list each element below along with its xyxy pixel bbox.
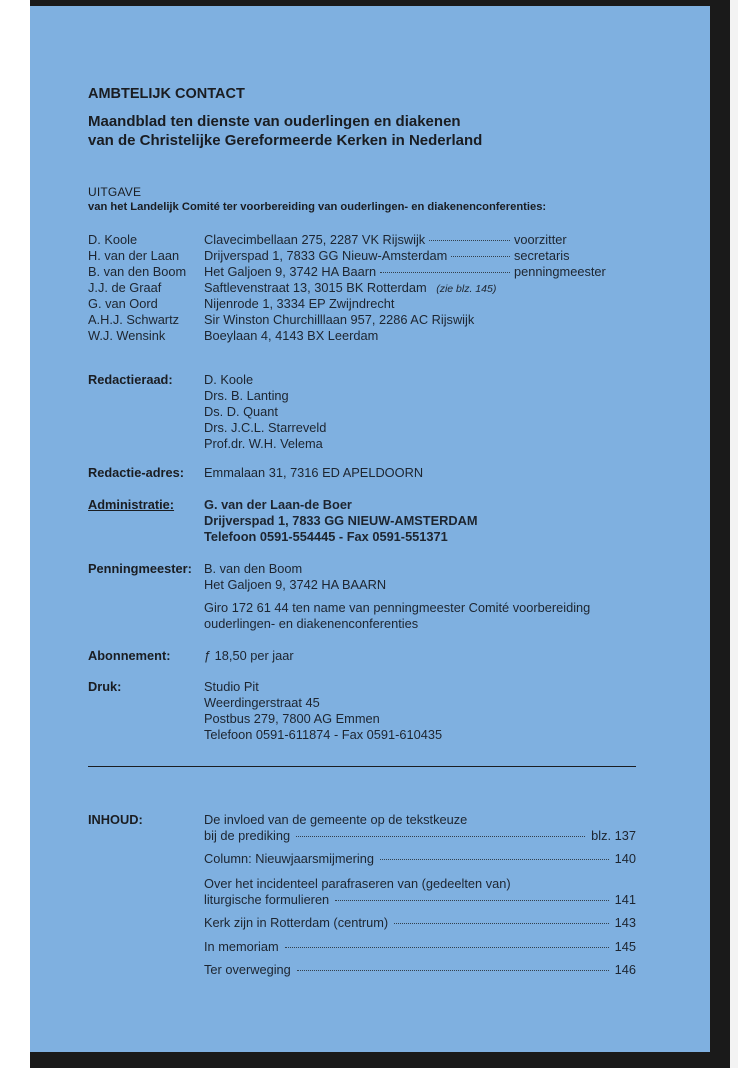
toc-title: liturgische formulieren	[204, 892, 330, 907]
magazine-subtitle-line1: Maandblad ten dienste van ouderlingen en diakenen	[88, 113, 461, 130]
magazine-subtitle-line2: van de Christelijke Gereformeerde Kerken in Nederland	[88, 132, 483, 149]
section-divider	[88, 766, 636, 767]
committee-address: Clavecimbellaan 275, 2287 VK Rijswijk	[204, 232, 426, 247]
toc-entry	[204, 828, 636, 843]
committee-address: Sir Winston Churchilllaan 957, 2286 AC Rijswijk	[204, 312, 475, 327]
abonnement-label: Abonnement:	[88, 648, 171, 663]
abonnement-value: ƒ 18,50 per jaar	[204, 648, 294, 663]
administratie-address: Drijverspad 1, 7833 GG NIEUW-AMSTERDAM	[204, 513, 478, 528]
toc-title: In memoriam	[204, 939, 279, 954]
penningmeester-address: Het Galjoen 9, 3742 HA BAARN	[204, 577, 387, 592]
leader-dots	[335, 900, 608, 901]
committee-row	[204, 264, 618, 279]
toc-entry-line1: De invloed van de gemeente op de tekstkeuze	[204, 812, 468, 827]
toc-entry-line1: Over het incidenteel parafraseren van (gedeelten van)	[204, 876, 511, 891]
committee-role: voorzitter	[514, 232, 567, 247]
toc-page: 145	[614, 939, 636, 954]
committee-address: Drijverspad 1, 7833 GG Nieuw-Amsterdam	[204, 248, 448, 263]
toc-page: 140	[614, 851, 636, 866]
committee-name: D. Koole	[88, 232, 138, 247]
toc-entry	[204, 962, 636, 977]
committee-name: A.H.J. Schwartz	[88, 312, 180, 327]
committee-name: B. van den Boom	[88, 264, 187, 279]
leader-dots	[394, 923, 608, 924]
scan-edge-right-margin	[730, 0, 738, 1068]
druk-label: Druk:	[88, 679, 122, 694]
administratie-name: G. van der Laan-de Boer	[204, 497, 352, 512]
redactieraad-member: Drs. B. Lanting	[204, 388, 289, 403]
druk-line: Telefoon 0591-611874 - Fax 0591-610435	[204, 727, 443, 742]
redactieraad-member: D. Koole	[204, 372, 254, 387]
redactieraad-label: Redactieraad:	[88, 372, 173, 387]
administratie-phone: Telefoon 0591-554445 - Fax 0591-551371	[204, 529, 448, 544]
uitgave-line: van het Landelijk Comité ter voorbereiding van ouderlingen- en diakenenconferenties:	[88, 201, 547, 213]
committee-address-row	[204, 280, 496, 297]
committee-name: H. van der Laan	[88, 248, 180, 263]
druk-line: Weerdingerstraat 45	[204, 695, 320, 710]
redactieraad-member: Drs. J.C.L. Starreveld	[204, 420, 327, 435]
toc-title: Ter overweging	[204, 962, 291, 977]
committee-address: Saftlevenstraat 13, 3015 BK Rotterdam	[204, 280, 427, 295]
inhoud-label: INHOUD:	[88, 812, 143, 827]
toc-title: bij de prediking	[204, 828, 291, 843]
toc-page: blz. 137	[591, 828, 636, 843]
committee-role: secretaris	[514, 248, 570, 263]
toc-entry	[204, 851, 636, 866]
committee-row	[204, 232, 618, 247]
committee-row	[204, 248, 618, 263]
toc-entry	[204, 915, 636, 930]
uitgave-label: UITGAVE	[88, 185, 142, 199]
leader-dots	[380, 859, 609, 860]
druk-line: Studio Pit	[204, 679, 259, 694]
penningmeester-name: B. van den Boom	[204, 561, 303, 576]
toc-page: 141	[614, 892, 636, 907]
magazine-title: AMBTELIJK CONTACT	[88, 86, 245, 102]
committee-address: Boeylaan 4, 4143 BX Leerdam	[204, 328, 379, 343]
redactie-adres-label: Redactie-adres:	[88, 465, 185, 480]
administratie-label: Administratie:	[88, 497, 175, 512]
committee-name: J.J. de Graaf	[88, 280, 162, 295]
druk-line: Postbus 279, 7800 AG Emmen	[204, 711, 380, 726]
leader-dots	[451, 256, 510, 257]
leader-dots	[285, 947, 609, 948]
redactieraad-member: Ds. D. Quant	[204, 404, 278, 419]
toc-entry	[204, 939, 636, 954]
giro-line1: Giro 172 61 44 ten name van penningmeester Comité voorbereiding	[204, 600, 591, 615]
toc-entry	[204, 892, 636, 907]
committee-address: Het Galjoen 9, 3742 HA Baarn	[204, 264, 377, 279]
scan-edge-bottom	[30, 1052, 722, 1068]
toc-title: Column: Nieuwjaarsmijmering	[204, 851, 374, 866]
redactie-adres-value: Emmalaan 31, 7316 ED APELDOORN	[204, 465, 424, 480]
toc-page: 146	[614, 962, 636, 977]
leader-dots	[297, 970, 609, 971]
committee-name: G. van Oord	[88, 296, 158, 311]
colophon-page	[30, 6, 710, 1052]
leader-dots	[429, 240, 510, 241]
redactieraad-member: Prof.dr. W.H. Velema	[204, 436, 323, 451]
committee-role: penningmeester	[514, 264, 606, 279]
leader-dots	[296, 836, 585, 837]
scan-edge-right	[710, 0, 730, 1068]
committee-note: (zie blz. 145)	[436, 283, 497, 295]
leader-dots	[380, 272, 510, 273]
penningmeester-label: Penningmeester:	[88, 561, 192, 576]
toc-page: 143	[614, 915, 636, 930]
committee-address: Nijenrode 1, 3334 EP Zwijndrecht	[204, 296, 395, 311]
committee-name: W.J. Wensink	[88, 328, 166, 343]
toc-title: Kerk zijn in Rotterdam (centrum)	[204, 915, 389, 930]
giro-line2: ouderlingen- en diakenenconferenties	[204, 616, 419, 631]
